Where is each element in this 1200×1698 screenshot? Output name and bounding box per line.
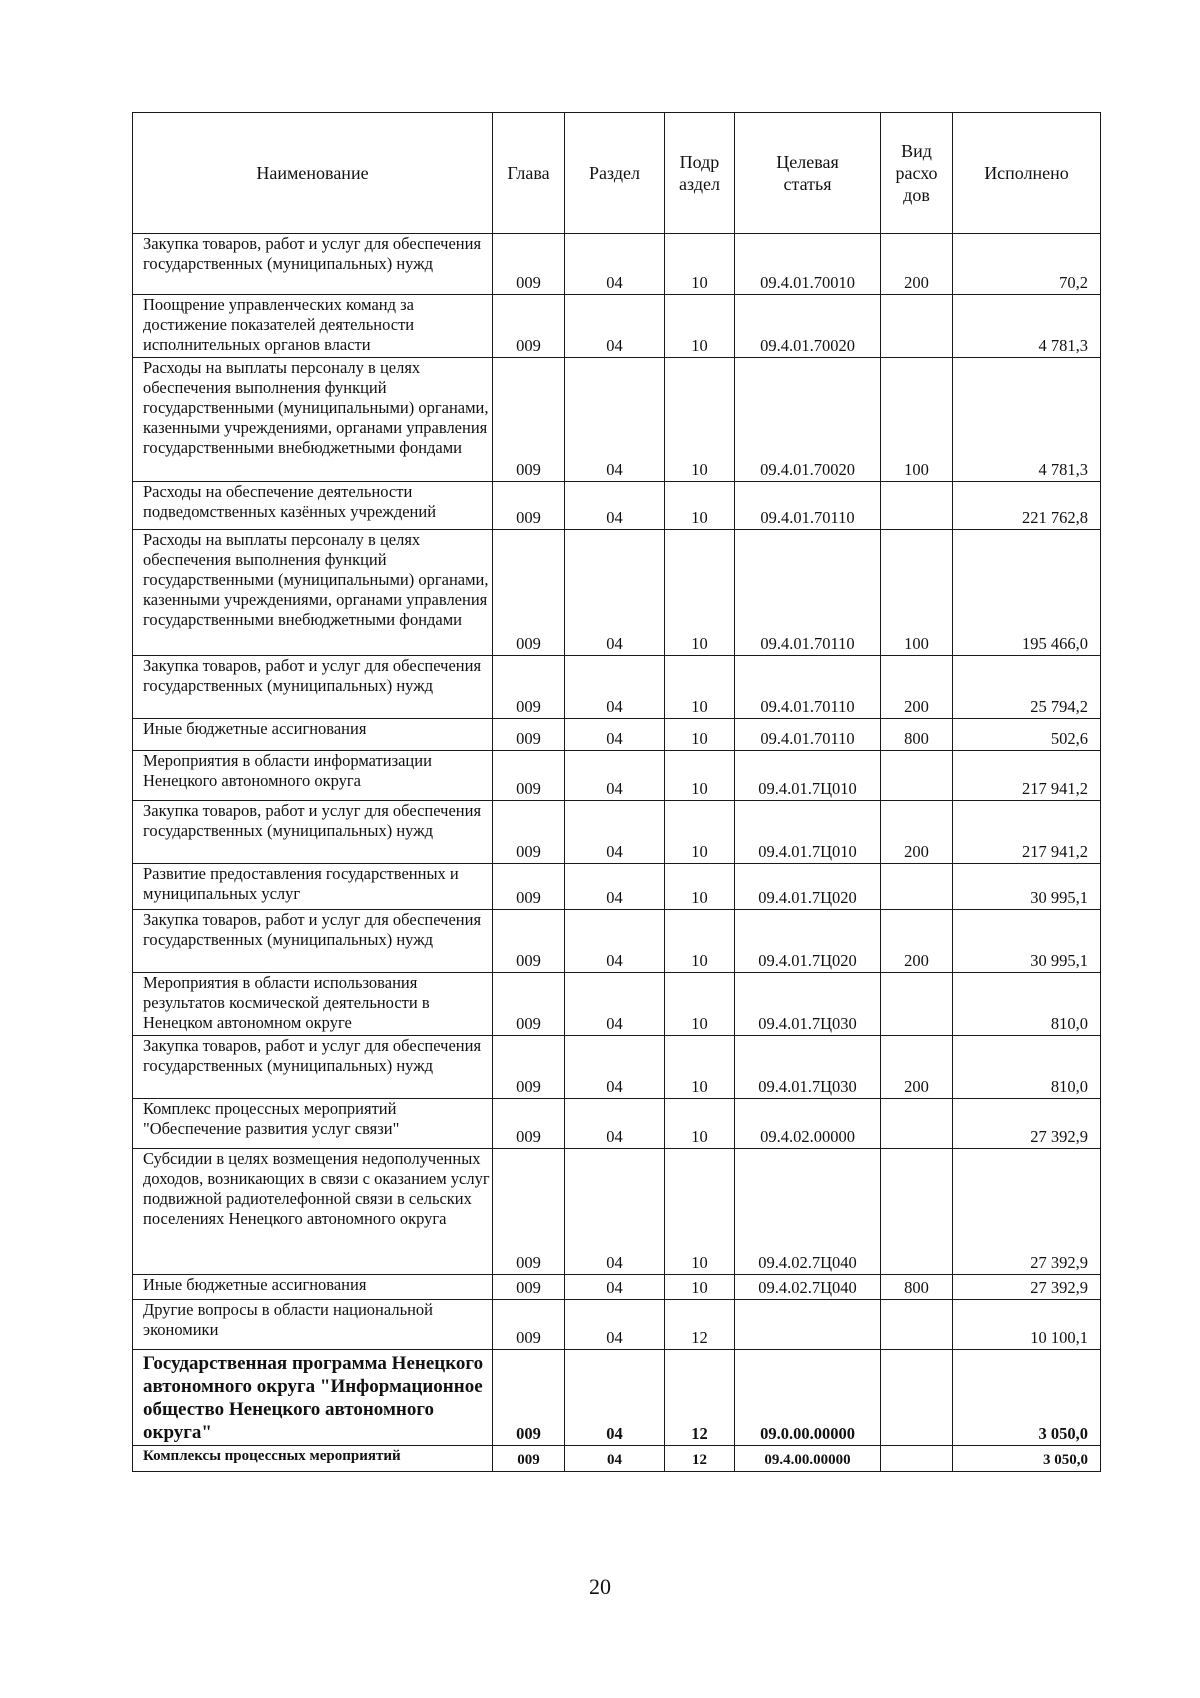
header-name: Наименование [133, 113, 493, 234]
row-executed: 217 941,2 [953, 751, 1101, 801]
row-expense-type [881, 1300, 953, 1350]
row-name: Расходы на обеспечение деятельности подведомственных казённых учреждений [133, 482, 493, 530]
row-expense-type: 200 [881, 1036, 953, 1099]
table-row [133, 973, 1101, 1036]
row-name: Комплексы процессных мероприятий [133, 1446, 493, 1472]
row-subsection: 10 [665, 1149, 735, 1275]
table-row-subtotal [133, 1446, 1101, 1472]
row-executed: 4 781,3 [953, 295, 1101, 358]
row-target: 09.4.01.7Ц020 [735, 864, 881, 910]
row-executed: 30 995,1 [953, 910, 1101, 973]
row-subsection: 10 [665, 358, 735, 482]
row-target: 09.4.01.7Ц010 [735, 801, 881, 864]
row-chapter: 009 [493, 973, 565, 1036]
row-target: 09.4.02.7Ц040 [735, 1275, 881, 1300]
row-executed: 27 392,9 [953, 1099, 1101, 1149]
row-target: 09.4.01.70010 [735, 234, 881, 295]
row-subsection: 10 [665, 751, 735, 801]
row-name: Расходы на выплаты персоналу в целях обеспечения выполнения функций государственными (муниципальными) органами, казенными учреждениями, органами управления государственными внебюджетными фондами [133, 530, 493, 656]
row-name: Комплекс процессных мероприятий "Обеспечение развития услуг связи" [133, 1099, 493, 1149]
row-expense-type: 200 [881, 234, 953, 295]
row-expense-type: 200 [881, 910, 953, 973]
row-expense-type [881, 295, 953, 358]
row-executed: 70,2 [953, 234, 1101, 295]
table-row [133, 1300, 1101, 1350]
row-chapter: 009 [493, 751, 565, 801]
row-chapter: 009 [493, 234, 565, 295]
table-row [133, 719, 1101, 751]
row-executed: 27 392,9 [953, 1149, 1101, 1275]
row-section: 04 [565, 234, 665, 295]
row-executed: 221 762,8 [953, 482, 1101, 530]
table-row [133, 1036, 1101, 1099]
table-row [133, 234, 1101, 295]
row-target: 09.0.00.00000 [735, 1350, 881, 1446]
row-subsection: 10 [665, 295, 735, 358]
header-target: Целевая статья [735, 113, 881, 234]
row-target: 09.4.01.70110 [735, 656, 881, 719]
row-target: 09.4.02.7Ц040 [735, 1149, 881, 1275]
row-section: 04 [565, 801, 665, 864]
row-section: 04 [565, 910, 665, 973]
table-row [133, 864, 1101, 910]
budget-execution-table [132, 112, 1101, 1472]
row-section: 04 [565, 295, 665, 358]
row-subsection: 10 [665, 656, 735, 719]
row-target: 09.4.01.70110 [735, 482, 881, 530]
row-section: 04 [565, 1036, 665, 1099]
row-expense-type: 100 [881, 530, 953, 656]
row-subsection: 10 [665, 482, 735, 530]
row-section: 04 [565, 530, 665, 656]
row-subsection: 10 [665, 530, 735, 656]
row-name: Иные бюджетные ассигнования [133, 719, 493, 751]
row-executed: 810,0 [953, 1036, 1101, 1099]
row-section: 04 [565, 1350, 665, 1446]
table-row [133, 1149, 1101, 1275]
row-expense-type [881, 973, 953, 1036]
row-chapter: 009 [493, 1036, 565, 1099]
row-subsection: 12 [665, 1446, 735, 1472]
row-target [735, 1300, 881, 1350]
row-target: 09.4.00.00000 [735, 1446, 881, 1472]
row-subsection: 12 [665, 1300, 735, 1350]
header-section: Раздел [565, 113, 665, 234]
row-subsection: 10 [665, 910, 735, 973]
header-expense-type: Вид расхо дов [881, 113, 953, 234]
table-row [133, 656, 1101, 719]
row-target: 09.4.01.70110 [735, 530, 881, 656]
header-subsection: Подр аздел [665, 113, 735, 234]
header-executed: Исполнено [953, 113, 1101, 234]
row-section: 04 [565, 864, 665, 910]
row-name: Мероприятия в области использования результатов космической деятельности в Ненецком автономном округе [133, 973, 493, 1036]
row-expense-type [881, 482, 953, 530]
row-name: Поощрение управленческих команд за достижение показателей деятельности исполнительных органов власти [133, 295, 493, 358]
row-executed: 4 781,3 [953, 358, 1101, 482]
row-section: 04 [565, 656, 665, 719]
row-section: 04 [565, 719, 665, 751]
row-expense-type [881, 751, 953, 801]
row-chapter: 009 [493, 864, 565, 910]
table-row [133, 295, 1101, 358]
row-expense-type [881, 1149, 953, 1275]
row-section: 04 [565, 973, 665, 1036]
table-row [133, 1275, 1101, 1300]
row-executed: 502,6 [953, 719, 1101, 751]
row-chapter: 009 [493, 1149, 565, 1275]
row-name: Государственная программа Ненецкого автономного округа "Информационное общество Ненецкого автономного округа" [133, 1350, 493, 1446]
row-chapter: 009 [493, 358, 565, 482]
row-expense-type: 200 [881, 801, 953, 864]
row-executed: 10 100,1 [953, 1300, 1101, 1350]
row-name: Иные бюджетные ассигнования [133, 1275, 493, 1300]
row-expense-type: 200 [881, 656, 953, 719]
header-chapter: Глава [493, 113, 565, 234]
row-executed: 30 995,1 [953, 864, 1101, 910]
row-executed: 3 050,0 [953, 1350, 1101, 1446]
row-expense-type: 100 [881, 358, 953, 482]
row-subsection: 10 [665, 1099, 735, 1149]
row-expense-type [881, 1446, 953, 1472]
page-number: 20 [589, 1574, 611, 1599]
row-executed: 25 794,2 [953, 656, 1101, 719]
row-executed: 3 050,0 [953, 1446, 1101, 1472]
row-name: Расходы на выплаты персоналу в целях обеспечения выполнения функций государственными (муниципальными) органами, казенными учреждениями, органами управления государственными внебюджетными фондами [133, 358, 493, 482]
row-subsection: 10 [665, 801, 735, 864]
table-row [133, 910, 1101, 973]
row-section: 04 [565, 1275, 665, 1300]
row-section: 04 [565, 358, 665, 482]
row-name: Закупка товаров, работ и услуг для обеспечения государственных (муниципальных) нужд [133, 1036, 493, 1099]
row-target: 09.4.01.7Ц030 [735, 973, 881, 1036]
row-chapter: 009 [493, 801, 565, 864]
row-chapter: 009 [493, 530, 565, 656]
row-chapter: 009 [493, 910, 565, 973]
table-row [133, 801, 1101, 864]
row-target: 09.4.01.7Ц010 [735, 751, 881, 801]
row-name: Закупка товаров, работ и услуг для обеспечения государственных (муниципальных) нужд [133, 656, 493, 719]
row-chapter: 009 [493, 656, 565, 719]
row-section: 04 [565, 751, 665, 801]
row-subsection: 10 [665, 973, 735, 1036]
row-section: 04 [565, 1300, 665, 1350]
row-executed: 27 392,9 [953, 1275, 1101, 1300]
table-row [133, 751, 1101, 801]
row-subsection: 12 [665, 1350, 735, 1446]
row-subsection: 10 [665, 1275, 735, 1300]
row-executed: 195 466,0 [953, 530, 1101, 656]
row-chapter: 009 [493, 1300, 565, 1350]
row-section: 04 [565, 1149, 665, 1275]
row-name: Закупка товаров, работ и услуг для обеспечения государственных (муниципальных) нужд [133, 910, 493, 973]
row-expense-type: 800 [881, 1275, 953, 1300]
table-row [133, 1099, 1101, 1149]
row-chapter: 009 [493, 1275, 565, 1300]
row-executed: 810,0 [953, 973, 1101, 1036]
row-subsection: 10 [665, 234, 735, 295]
row-subsection: 10 [665, 864, 735, 910]
row-target: 09.4.01.7Ц020 [735, 910, 881, 973]
row-section: 04 [565, 1099, 665, 1149]
row-name: Развитие предоставления государственных и муниципальных услуг [133, 864, 493, 910]
row-target: 09.4.01.7Ц030 [735, 1036, 881, 1099]
row-name: Субсидии в целях возмещения недополученных доходов, возникающих в связи с оказанием услуг подвижной радиотелефонной связи в сельских поселениях Ненецкого автономного округа [133, 1149, 493, 1275]
row-name: Мероприятия в области информатизации Ненецкого автономного округа [133, 751, 493, 801]
row-target: 09.4.01.70020 [735, 295, 881, 358]
row-chapter: 009 [493, 1350, 565, 1446]
row-subsection: 10 [665, 1036, 735, 1099]
row-section: 04 [565, 1446, 665, 1472]
table-header-row [133, 113, 1101, 234]
row-name: Закупка товаров, работ и услуг для обеспечения государственных (муниципальных) нужд [133, 801, 493, 864]
table-row [133, 530, 1101, 656]
row-name: Закупка товаров, работ и услуг для обеспечения государственных (муниципальных) нужд [133, 234, 493, 295]
row-chapter: 009 [493, 295, 565, 358]
table-row [133, 482, 1101, 530]
row-chapter: 009 [493, 1099, 565, 1149]
row-expense-type: 800 [881, 719, 953, 751]
row-section: 04 [565, 482, 665, 530]
row-chapter: 009 [493, 482, 565, 530]
row-executed: 217 941,2 [953, 801, 1101, 864]
row-target: 09.4.01.70110 [735, 719, 881, 751]
table-row-program-total [133, 1350, 1101, 1446]
row-subsection: 10 [665, 719, 735, 751]
row-chapter: 009 [493, 719, 565, 751]
row-expense-type [881, 864, 953, 910]
row-expense-type [881, 1099, 953, 1149]
row-target: 09.4.02.00000 [735, 1099, 881, 1149]
table-row [133, 358, 1101, 482]
row-target: 09.4.01.70020 [735, 358, 881, 482]
row-expense-type [881, 1350, 953, 1446]
row-chapter: 009 [493, 1446, 565, 1472]
row-name: Другие вопросы в области национальной экономики [133, 1300, 493, 1350]
